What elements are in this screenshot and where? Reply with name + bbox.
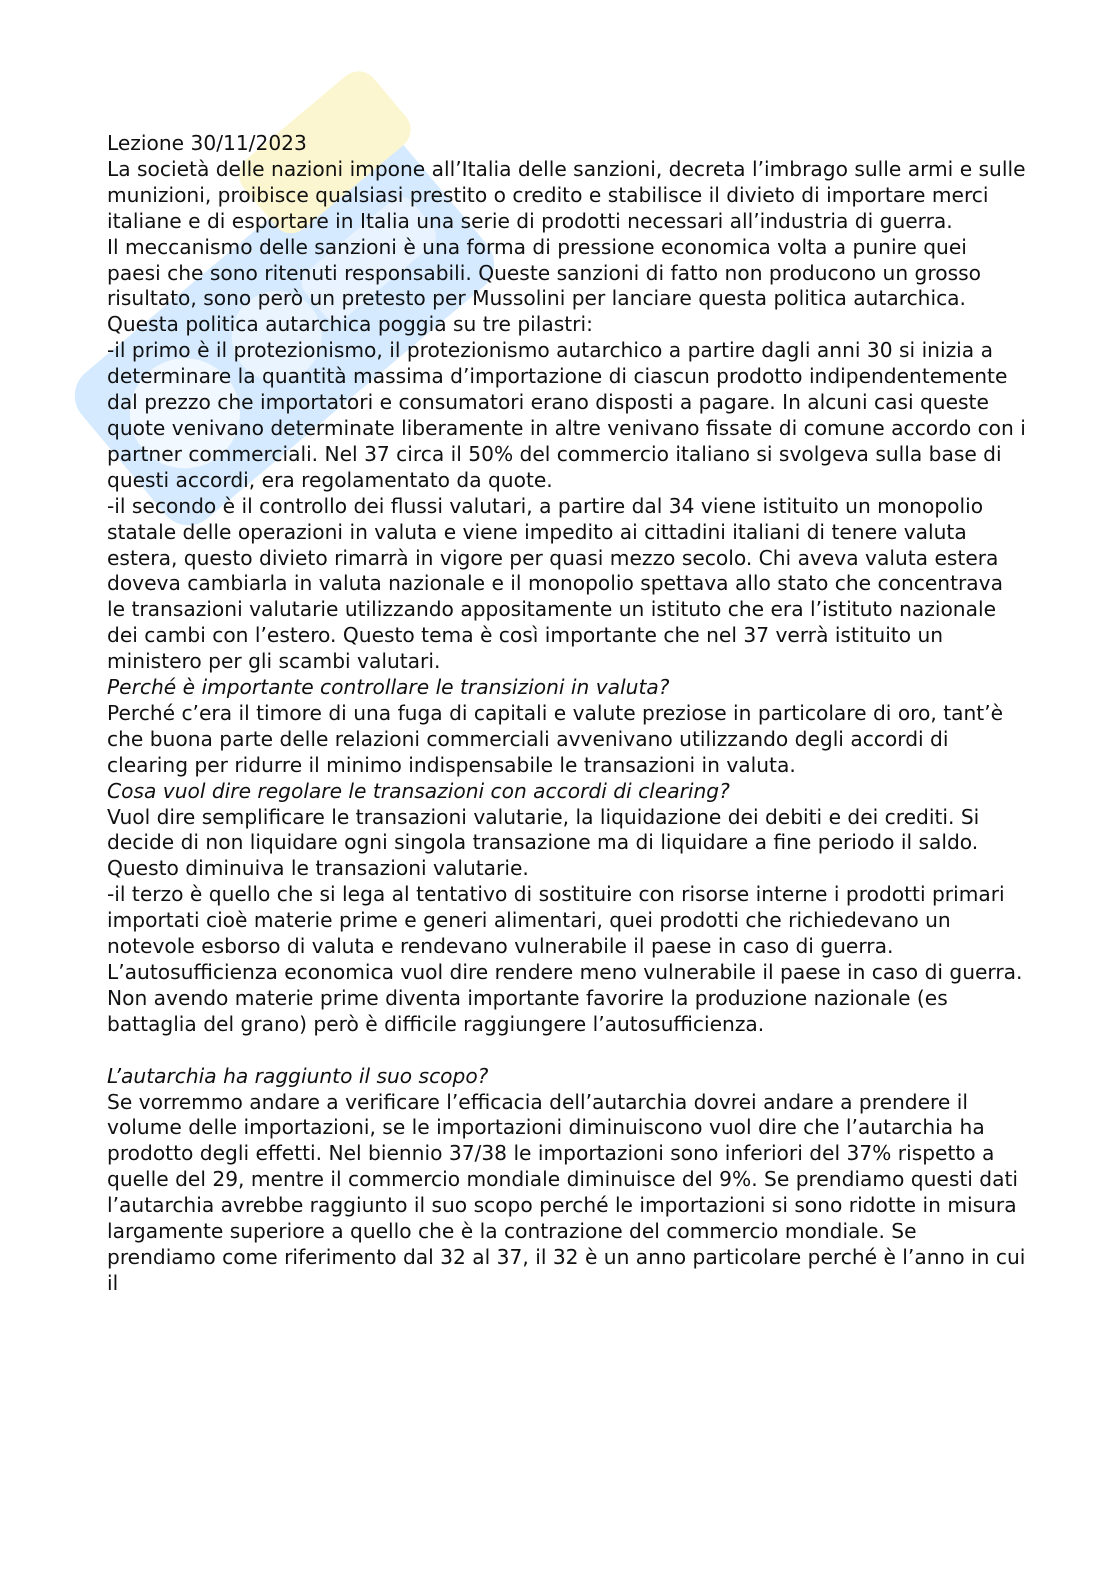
paragraph-second-pillar: -il secondo è il controllo dei flussi valutari, a partire dal 34 viene istituito un monopolio statale delle operazioni in valuta e viene impedito ai cittadini italiani di tenere valuta estera, questo divieto rimarrà in vigore per quasi mezzo secolo. Chi aveva valuta estera doveva cambiarla in valuta nazionale e il monopolio spettava allo stato che concentrava le transazioni valutarie utilizzando appositamente un istituto che era l’istituto nazionale dei cambi con l’estero. Questo tema è così importante che nel 37 verrà istituito un ministero per gli scambi valutari. (107, 493, 1003, 674)
answer-autarchy-goal: Se vorremmo andare a verificare l’efficacia dell’autarchia dovrei andare a prendere il volume delle importazioni, se le importazioni diminuiscono vuol dire che l’autarchia ha prodotto degli effetti. Nel biennio 37/38 le importazioni sono inferiori del 37% rispetto a quelle del 29, mentre il commercio mondiale diminuisce del 9%. Se prendiamo questi dati l’autarchia avrebbe raggiunto il suo scopo perché le importazioni si sono ridotte in misura largamente superiore a quello che è la contrazione del commercio mondiale. Se prendiamo come riferimento dal 32 al 37, il 32 è un anno particolare perché è l’anno in cui il (107, 1089, 1026, 1295)
answer-clearing-agreements: Vuol dire semplificare le transazioni valutarie, la liquidazione dei debiti e dei crediti. Si decide di non liquidare ogni singola transazione ma di liquidare a fine periodo il saldo. Questo diminuiva le transazioni valutarie. (107, 804, 980, 881)
paragraph-three-pillars: Questa politica autarchica poggia su tre pilastri: (107, 312, 593, 337)
paragraph-sanctions: La società delle nazioni impone all’Italia delle sanzioni, decreta l’imbrago sulle armi e sulle munizioni, proibisce qualsiasi prestito o credito e stabilisce il divieto di importare merci italiane e di esportare in Italia una serie di prodotti necessari all’industria di guerra. (107, 156, 1026, 233)
lesson-date-heading: Lezione 30/11/2023 (107, 131, 307, 155)
question-autarchy-goal: L’autarchia ha raggiunto il suo scopo? (107, 1063, 489, 1088)
paragraph-first-pillar: -il primo è il protezionismo, il protezionismo autarchico a partire dagli anni 30 si inizia a determinare la quantità massima d’importazione di ciascun prodotto indipendentemente dal prezzo che importatori e consumatori erano disposti a pagare. In alcuni casi queste quote venivano determinate liberamente in altre venivano fissate di comune accordo con i partner commerciali. Nel 37 circa il 50% del commercio italiano si svolgeva sulla base di questi accordi, era regolamentato da quote. (107, 338, 1026, 492)
paragraph-spacer (107, 1038, 1027, 1064)
question-currency-transactions: Perché è importante controllare le transizioni in valuta? (107, 675, 670, 700)
paragraph-sanctions-mechanism: Il meccanismo delle sanzioni è una forma di pressione economica volta a punire quei paesi che sono ritenuti responsabili. Queste sanzioni di fatto non producono un grosso risultato, sono però un pretesto per Mussolini per lanciare questa politica autarchica. (107, 234, 981, 311)
paragraph-third-pillar: -il terzo è quello che si lega al tentativo di sostituire con risorse interne i prodotti primari importati cioè materie prime e generi alimentari, quei prodotti che richiedevano un notevole esborso di valuta e rendevano vulnerabile il paese in caso di guerra. L’autosufficienza economica vuol dire rendere meno vulnerabile il paese in caso di guerra. Non avendo materie prime diventa importante favorire la produzione nazionale (es battaglia del grano) però è difficile raggiungere l’autosufficienza. (107, 882, 1023, 1036)
document-body (107, 131, 1027, 1297)
question-clearing-agreements: Cosa vuol dire regolare le transazioni con accordi di clearing? (107, 778, 730, 803)
answer-currency-transactions: Perché c’era il timore di una fuga di capitali e valute preziose in particolare di oro, tant’è che buona parte delle relazioni commerciali avvenivano utilizzando degli accordi di clearing per ridurre il minimo indispensabile le transazioni in valuta. (107, 700, 1004, 777)
